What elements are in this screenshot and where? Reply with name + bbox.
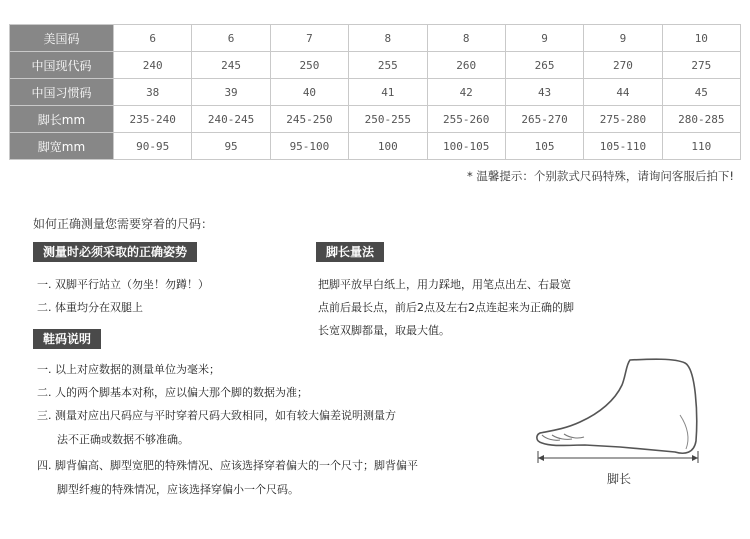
list-item: 长宽双脚都量，取最大值。 bbox=[318, 324, 450, 337]
size-note: * 温馨提示：个别款式尺码特殊，请询问客服后拍下! bbox=[466, 169, 734, 183]
table-cell: 6 bbox=[192, 25, 270, 52]
table-cell: 235-240 bbox=[114, 106, 192, 133]
table-cell: 255 bbox=[349, 52, 427, 79]
measure-intro: 如何正确测量您需要穿着的尺码： bbox=[33, 217, 214, 231]
list-item: 点前后最长点，前后2点及左右2点连起来为正确的脚 bbox=[318, 301, 574, 314]
table-cell: 95-100 bbox=[270, 133, 348, 160]
table-cell: 41 bbox=[349, 79, 427, 106]
table-cell: 270 bbox=[584, 52, 662, 79]
table-cell: 6 bbox=[114, 25, 192, 52]
list-item: 四. 脚背偏高、脚型宽肥的特殊情况、应该选择穿着偏大的一个尺寸；脚背偏平 bbox=[37, 459, 418, 472]
table-cell: 280-285 bbox=[662, 106, 740, 133]
table-cell: 240 bbox=[114, 52, 192, 79]
list-item: 脚型纤瘦的特殊情况，应该选择穿偏小一个尺码。 bbox=[57, 483, 299, 496]
foot-length-title: 脚长量法 bbox=[316, 242, 384, 262]
table-cell: 275 bbox=[662, 52, 740, 79]
table-cell: 245 bbox=[192, 52, 270, 79]
table-cell: 250-255 bbox=[349, 106, 427, 133]
table-cell: 90-95 bbox=[114, 133, 192, 160]
table-cell: 250 bbox=[270, 52, 348, 79]
shoe-size-notes-title: 鞋码说明 bbox=[33, 329, 101, 349]
list-item: 一. 以上对应数据的测量单位为毫米； bbox=[37, 363, 220, 376]
table-cell: 260 bbox=[427, 52, 505, 79]
row-label: 脚长mm bbox=[10, 106, 114, 133]
table-cell: 100 bbox=[349, 133, 427, 160]
table-row bbox=[10, 52, 741, 79]
list-item: 把脚平放早白纸上，用力踩地，用笔点出左、右最宽 bbox=[318, 278, 571, 291]
table-cell: 105 bbox=[505, 133, 583, 160]
table-cell: 7 bbox=[270, 25, 348, 52]
foot-measure-illustration bbox=[530, 355, 715, 465]
list-item: 二. 人的两个脚基本对称，应以偏大那个脚的数据为准； bbox=[37, 386, 308, 399]
table-cell: 245-250 bbox=[270, 106, 348, 133]
table-cell: 43 bbox=[505, 79, 583, 106]
table-cell: 100-105 bbox=[427, 133, 505, 160]
table-cell: 9 bbox=[505, 25, 583, 52]
table-row bbox=[10, 106, 741, 133]
table-cell: 39 bbox=[192, 79, 270, 106]
table-cell: 105-110 bbox=[584, 133, 662, 160]
table-cell: 95 bbox=[192, 133, 270, 160]
table-cell: 38 bbox=[114, 79, 192, 106]
list-item: 一. 双脚平行站立（勿坐！勿蹲！） bbox=[37, 278, 209, 291]
row-label: 脚宽mm bbox=[10, 133, 114, 160]
table-cell: 275-280 bbox=[584, 106, 662, 133]
table-row bbox=[10, 25, 741, 52]
table-cell: 45 bbox=[662, 79, 740, 106]
table-cell: 44 bbox=[584, 79, 662, 106]
table-cell: 110 bbox=[662, 133, 740, 160]
table-cell: 10 bbox=[662, 25, 740, 52]
foot-length-label: 脚长 bbox=[607, 472, 632, 486]
row-label: 美国码 bbox=[10, 25, 114, 52]
row-label: 中国习惯码 bbox=[10, 79, 114, 106]
table-cell: 8 bbox=[349, 25, 427, 52]
table-cell: 265 bbox=[505, 52, 583, 79]
row-label: 中国现代码 bbox=[10, 52, 114, 79]
size-chart-table bbox=[9, 24, 741, 160]
table-cell: 265-270 bbox=[505, 106, 583, 133]
table-cell: 8 bbox=[427, 25, 505, 52]
table-row bbox=[10, 79, 741, 106]
table-cell: 40 bbox=[270, 79, 348, 106]
table-cell: 255-260 bbox=[427, 106, 505, 133]
posture-title: 测量时必须采取的正确姿势 bbox=[33, 242, 197, 262]
table-cell: 42 bbox=[427, 79, 505, 106]
table-cell: 9 bbox=[584, 25, 662, 52]
list-item: 二. 体重均分在双腿上 bbox=[37, 301, 143, 314]
list-item: 法不正确或数据不够准确。 bbox=[57, 433, 189, 446]
table-cell: 240-245 bbox=[192, 106, 270, 133]
table-row bbox=[10, 133, 741, 160]
list-item: 三. 测量对应出尺码应与平时穿着尺码大致相同，如有较大偏差说明测量方 bbox=[37, 409, 396, 422]
